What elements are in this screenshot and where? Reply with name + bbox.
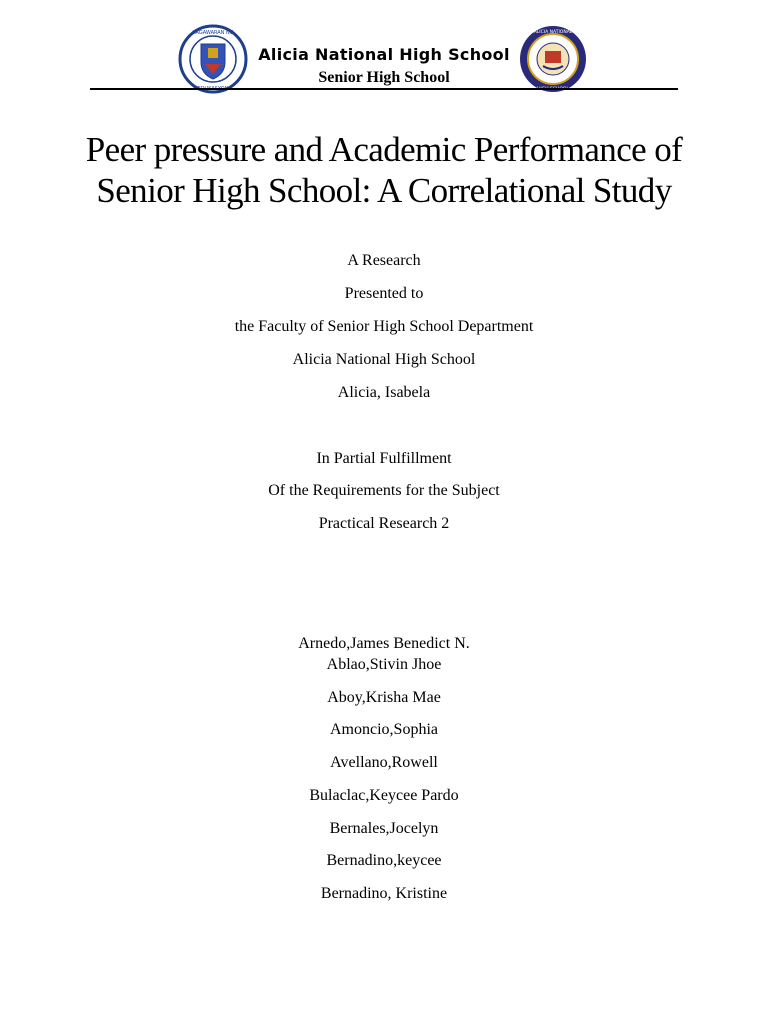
svg-text:ALICIA NATIONAL: ALICIA NATIONAL: [533, 30, 573, 35]
presentation-line: Alicia, Isabela: [337, 384, 431, 401]
fulfillment-line: Practical Research 2: [318, 515, 450, 532]
author-name: Avellano,Rowell: [330, 754, 438, 771]
presentation-line: Alicia National High School: [292, 351, 476, 368]
author-name: Arnedo,James Benedict N.: [298, 635, 470, 652]
deped-seal-icon: [175, 24, 251, 94]
presentation-line: Presented to: [344, 285, 424, 302]
presentation-line: the Faculty of Senior High School Department: [234, 318, 534, 335]
author-name: Bernadino,keycee: [326, 852, 442, 869]
author-name: Bernadino, Kristine: [320, 885, 448, 902]
presentation-line: A Research: [347, 252, 421, 269]
author-name: Amoncio,Sophia: [330, 721, 438, 738]
author-name: Ablao,Stivin Jhoe: [326, 656, 442, 673]
school-department: Senior High School: [318, 69, 450, 86]
alicia-nhs-seal-icon: [518, 24, 588, 94]
fulfillment-line: In Partial Fulfillment: [316, 450, 452, 467]
author-name: Aboy,Krisha Mae: [327, 689, 441, 706]
author-name: Bernales,Jocelyn: [329, 820, 439, 837]
school-name: Alicia National High School: [258, 45, 510, 64]
document-header: [0, 0, 768, 92]
fulfillment-line: Of the Requirements for the Subject: [268, 482, 500, 499]
svg-text:KAGAWARAN NG: KAGAWARAN NG: [192, 30, 234, 36]
svg-text:HIGH SCHOOL: HIGH SCHOOL: [537, 87, 569, 92]
svg-text:EDUKASYON: EDUKASYON: [197, 86, 229, 92]
header-divider: [90, 88, 678, 90]
document-title: Peer pressure and Academic Performance of Senior High School: A Correlational Study: [85, 130, 683, 210]
author-name: Bulaclac,Keycee Pardo: [309, 787, 459, 804]
